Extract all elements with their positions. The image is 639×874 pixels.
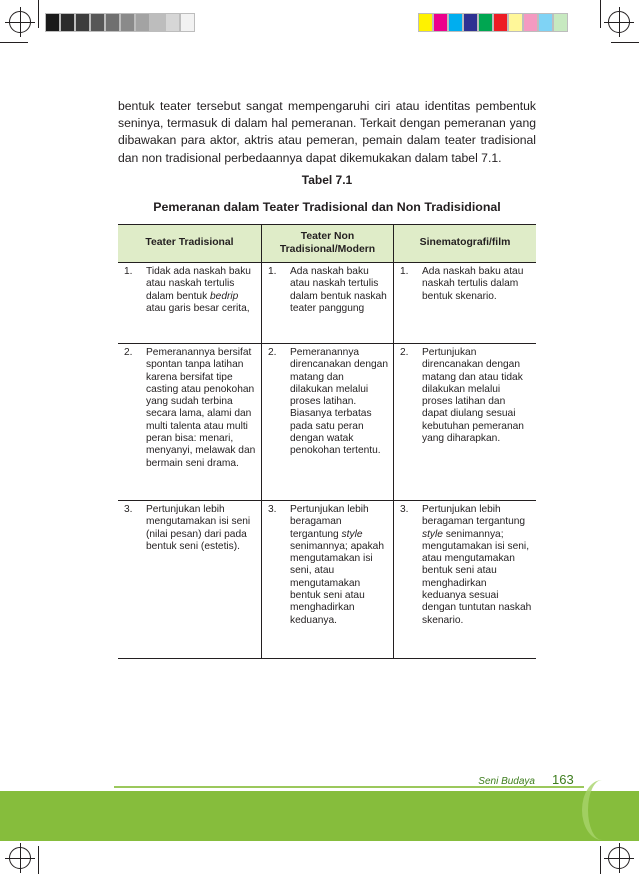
color-swatch [90, 13, 105, 32]
table-cell [393, 501, 536, 659]
cell-text: Tidak ada naskah baku atau naskah tertulis dalam bentuk bedrip atau garis besar cerita, [146, 266, 251, 314]
crop-mark [0, 42, 28, 43]
color-swatch [433, 13, 448, 32]
footer-band [0, 791, 639, 841]
page-number: 163 [552, 772, 574, 787]
item-number: 3. [268, 504, 277, 515]
color-swatch [135, 13, 150, 32]
color-swatch [105, 13, 120, 32]
cell-text: Pertunjukan lebih beragaman tergantung style senimannya; mengutamakan isi seni, atau mengutamakan bentuk seni atau menghadirkan keduanya sesuai dengan tuntutan naskah skenario. [422, 504, 532, 626]
table-title: Pemeranan dalam Teater Tradisional dan Non Tradisidional [153, 200, 501, 214]
color-swatch [478, 13, 493, 32]
italic-term: style [341, 528, 363, 540]
cell-text: Pemeranannya direncanakan dengan matang dan dilakukan melalui proses latihan. Biasanya terbatas pada satu peran dengan watak penokohan tertentu. [290, 347, 388, 457]
color-swatch [538, 13, 553, 32]
color-swatch [418, 13, 433, 32]
color-swatch [75, 13, 90, 32]
header-sinematografi: Sinematografi/film [393, 225, 536, 262]
cell-text: Pertunjukan direncanakan dengan matang dan atau tidak dilakukan melalui proses latihan dan dapat diulang sesuai kebutuhan pemeranan yang diharapkan. [422, 347, 524, 445]
color-swatch [523, 13, 538, 32]
table-header [118, 225, 536, 263]
color-swatch [463, 13, 478, 32]
cell-text: Pertunjukan lebih mengutamakan isi seni (nilai pesan) dari pada bentuk seni (estetis). [146, 504, 251, 552]
table-row [118, 501, 536, 659]
item-number: 1. [124, 266, 133, 277]
table-cell [261, 344, 393, 500]
color-swatch [553, 13, 568, 32]
registration-mark [9, 11, 31, 33]
color-swatch [508, 13, 523, 32]
color-swatch [180, 13, 195, 32]
color-swatch [150, 13, 165, 32]
table-cell [118, 344, 261, 500]
footer-book-title: Seni Budaya [478, 776, 535, 787]
cell-text: Ada naskah baku atau naskah tertulis dalam bentuk skenario. [422, 266, 524, 302]
cell-text: Ada naskah baku atau naskah tertulis dalam bentuk naskah teater panggung [290, 266, 387, 314]
cell-text: Pemeranannya bersifat spontan tanpa latihan karena bersifat tipe casting atau penokohan yang sudah terbina secara lama, alami dan multi talenta atau multi peran bisa: menari, menyanyi, melawak dan bermain seni drama. [146, 347, 256, 469]
table-cell [261, 501, 393, 659]
color-swatch [448, 13, 463, 32]
registration-mark [9, 847, 31, 869]
table-cell [393, 344, 536, 500]
color-swatch [60, 13, 75, 32]
crop-mark [611, 42, 639, 43]
body-paragraph: bentuk teater tersebut sangat mempengaruhi ciri atau identitas pembentuk seninya, termasuk di dalam hal pemeranan. Terkait dengan pemeranan yang dibawakan para aktor, aktris atau pemeran, pemain dalam teater tradisional dan non tradisional perbedaannya dapat dikemukakan dalam tabel 7.1. [118, 99, 536, 165]
table-cell [393, 263, 536, 343]
item-number: 2. [268, 347, 277, 358]
color-bar [418, 13, 568, 32]
header-teater-tradisional: Teater Tradisional [145, 237, 234, 249]
item-number: 1. [400, 266, 409, 277]
crop-mark [38, 0, 39, 28]
table-cell [118, 263, 261, 343]
header-teater-non-tradisional: Teater Non Tradisional/Modern [261, 225, 393, 262]
crop-mark [600, 0, 601, 28]
table-cell [118, 501, 261, 659]
color-swatch [165, 13, 180, 32]
color-swatch [493, 13, 508, 32]
item-number: 2. [124, 347, 133, 358]
grayscale-bar [45, 13, 195, 32]
crop-mark [38, 846, 39, 874]
registration-mark [608, 847, 630, 869]
table-row [118, 344, 536, 501]
table-label: Tabel 7.1 [301, 173, 353, 187]
item-number: 3. [124, 504, 133, 515]
comparison-table [118, 224, 536, 659]
registration-mark [608, 11, 630, 33]
italic-term: bedrip [210, 290, 239, 302]
item-number: 2. [400, 347, 409, 358]
italic-term: style [422, 528, 443, 540]
footer-swirl-decoration [582, 780, 622, 840]
color-swatch [45, 13, 60, 32]
color-swatch [120, 13, 135, 32]
item-number: 1. [268, 266, 277, 277]
table-row [118, 263, 536, 344]
item-number: 3. [400, 504, 409, 515]
crop-mark [600, 846, 601, 874]
cell-text: Pertunjukan lebih beragaman tergantung style senimannya; apakah mengutamakan isi seni, atau mengutamakan bentuk seni atau menghadirkan keduanya. [290, 504, 385, 626]
table-cell [261, 263, 393, 343]
